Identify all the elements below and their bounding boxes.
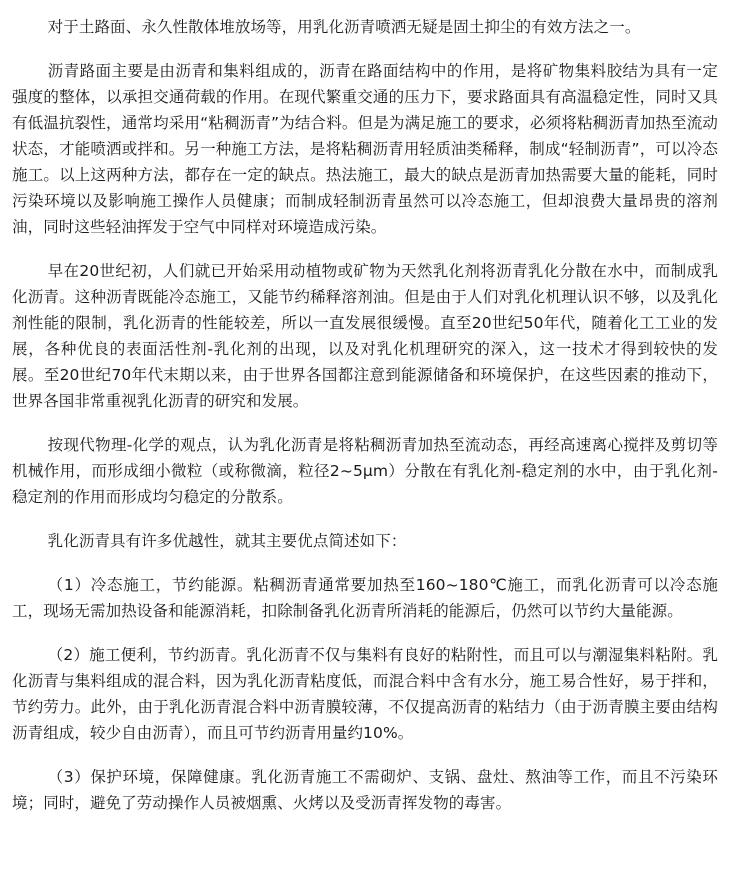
paragraph-definition: 按现代物理-化学的观点，认为乳化沥青是将粘稠沥青加热至流动态，再经高速离心搅拌及剪切等机械作用，而形成细小微粒（或称微滴，粒径2~5μm）分散在有乳化剂-稳定剂的水中，由于乳化剂-稳定剂的作用而形成均匀稳定的分散系。 <box>12 436 718 506</box>
paragraph-advantage-3: （3）保护环境，保障健康。乳化沥青施工不需砌炉、支锅、盘灶、熬油等工作，而且不污染环境；同时，避免了劳动操作人员被烟熏、火烤以及受沥青挥发物的毒害。 <box>12 768 718 812</box>
paragraph-advantages-lead: 乳化沥青具有许多优越性，就其主要优点简述如下： <box>47 532 407 550</box>
paragraph-history: 早在20世纪初，人们就已开始采用动植物或矿物为天然乳化剂将沥青乳化分散在水中，而制成乳化沥青。这种沥青既能冷态施工，又能节约稀释溶剂油。但是由于人们对乳化机理认识不够，以及乳化剂性能的限制，乳化沥青的性能较差，所以一直发展很缓慢。直至20世纪50年代，随着化工工业的发展，各种优良的表面活性剂-乳化剂的出现，以及对乳化机理研究的深入，这一技术才得到较快的发展。至20世纪70年代末期以来，由于世界各国都注意到能源储备和环境保护，在这些因素的推动下，世界各国非常重视乳化沥青的研究和发展。 <box>12 262 718 410</box>
paragraph-intro: 对于土路面、永久性散体堆放场等，用乳化沥青喷洒无疑是固土抑尘的有效方法之一。 <box>47 18 641 36</box>
paragraph-asphalt-pavement: 沥青路面主要是由沥青和集料组成的，沥青在路面结构中的作用，是将矿物集料胶结为具有一定强度的整体，以承担交通荷载的作用。在现代繁重交通的压力下，要求路面具有高温稳定性，同时又具有低温抗裂性，通常均采用“粘稠沥青”为结合料。但是为满足施工的要求，必须将粘稠沥青加热至流动状态，才能喷洒或拌和。另一种施工方法，是将粘稠沥青用轻质油类稀释，制成“轻制沥青”，可以冷态施工。以上这两种方法，都存在一定的缺点。热法施工，最大的缺点是沥青加热需要大量的能耗，同时污染环境以及影响施工操作人员健康；而制成轻制沥青虽然可以冷态施工，但却浪费大量昂贵的溶剂油，同时这些轻油挥发于空气中同样对环境造成污染。 <box>12 62 718 236</box>
paragraph-advantage-1: （1）冷态施工，节约能源。粘稠沥青通常要加热至160~180℃施工，而乳化沥青可以冷态施工，现场无需加热设备和能源消耗，扣除制备乳化沥青所消耗的能源后，仍然可以节约大量能源。 <box>12 576 718 620</box>
paragraph-advantage-2: （2）施工便利，节约沥青。乳化沥青不仅与集料有良好的粘附性，而且可以与潮湿集料粘附。乳化沥青与集料组成的混合料，因为乳化沥青粘度低，而混合料中含有水分，施工易合性好，易于拌和，节约劳力。此外，由于乳化沥青混合料中沥青膜较薄，不仅提高沥青的粘结力（由于沥青膜主要由结构沥青组成，较少自由沥青），而且可节约沥青用量约10%。 <box>12 646 718 742</box>
